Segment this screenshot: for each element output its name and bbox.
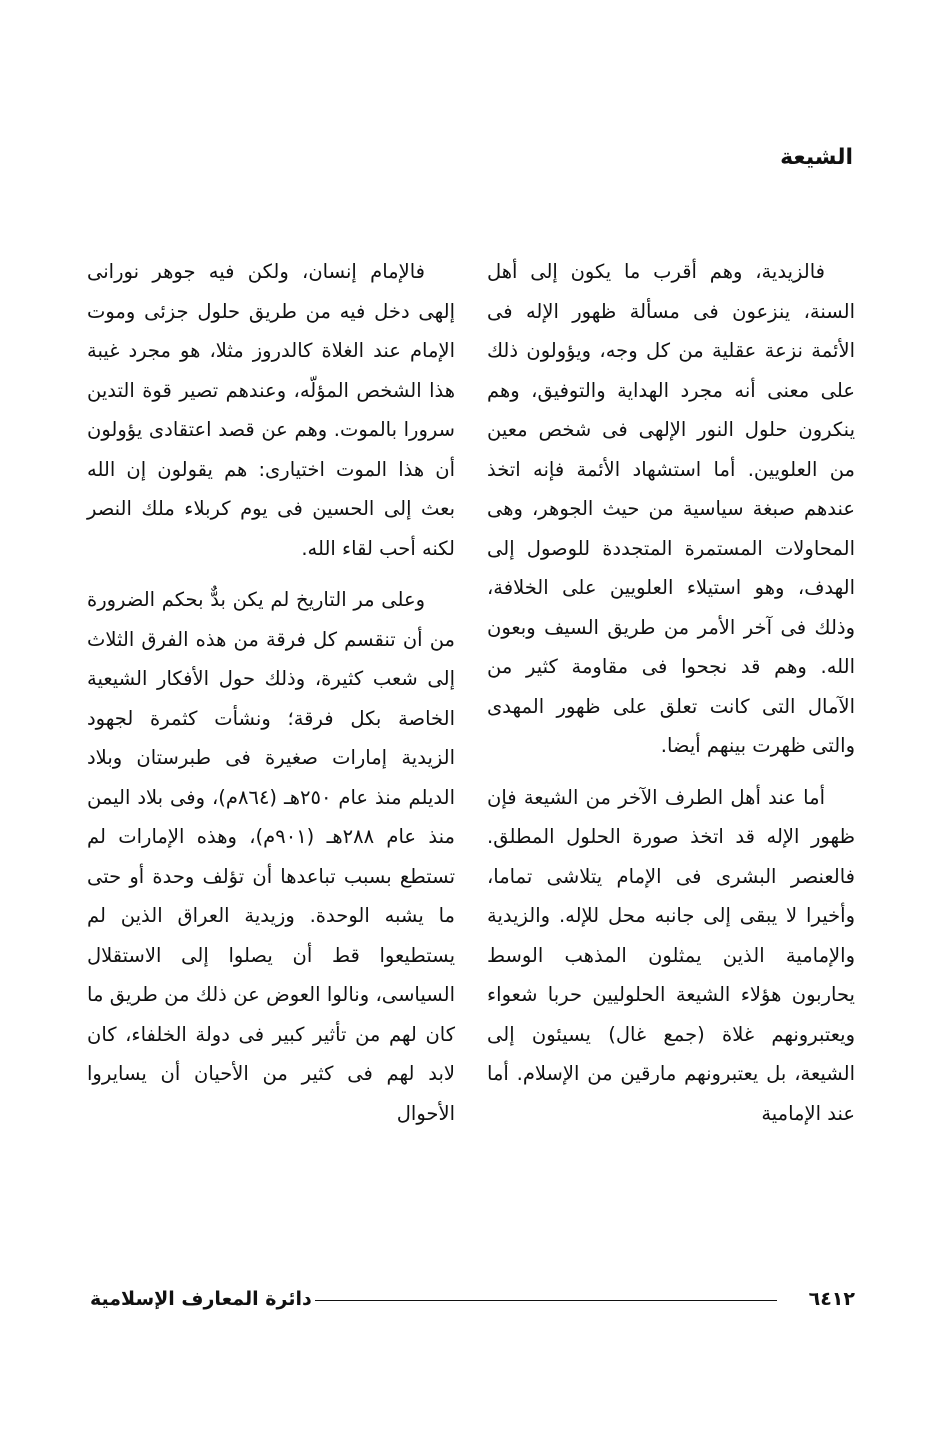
paragraph: فالزيدية، وهم أقرب ما يكون إلى أهل السنة، ينزعون فى مسألة ظهور الإله فى الأئمة نزعة عقلية من كل وجه، ويؤولون ذلك على معنى أنه مجرد الهداية والتوفيق، وهم ينكرون حلول النور الإلهى فى شخص معين من العلويين. أما استشهاد الأئمة فإنه اتخذ عندهم صبغة سياسية من حيث الجوهر، وهى المحاولات المستمرة المتجددة للوصول إلى الهدف، وهو استيلاء العلويين على الخلافة، وذلك فى آخر الأمر من طريق السيف وبعون الله. وهم قد نجحوا فى مقاومة كثير من الآمال التى كانت تعلق على ظهور المهدى والتى ظهرت بينهم أيضا. — [487, 260, 855, 757]
paragraph: وعلى مر التاريخ لم يكن بدٌّ بحكم الضرورة من أن تنقسم كل فرقة من هذه الفرق الثلاث إلى شعب كثيرة، وذلك حول الأفكار الشيعية الخاصة بكل فرقة؛ ونشأت كثمرة لجهود الزيدية إمارات صغيرة فى طبرستان وبلاد الديلم منذ عام ٢٥٠هـ (٨٦٤م)، وفى بلاد اليمن منذ عام ٢٨٨هـ (٩٠١م)، وهذه الإمارات لم تستطع بسبب تباعدها أن تؤلف وحدة أو حتى ما يشبه الوحدة. وزيدية العراق الذين لم يستطيعوا قط أن يصلوا إلى الاستقلال السياسى، ونالوا العوض عن ذلك من طريق ما كان لهم من تأثير كبير فى دولة الخلفاء، كان لابد لهم فى كثير من الأحيان أن يسايروا الأحوال — [87, 588, 456, 1125]
running-title: الشيعة — [780, 145, 853, 170]
footer-divider — [315, 1300, 777, 1301]
page-number: ٦٤١٢ — [808, 1288, 855, 1310]
text-column-right — [487, 252, 855, 1145]
text-column-left — [87, 252, 455, 1145]
paragraph: أما عند أهل الطرف الآخر من الشيعة فإن ظهور الإله قد اتخذ صورة الحلول المطلق. فالعنصر البشرى فى الإمام يتلاشى تماما، وأخيرا لا يبقى إلى جانبه محل للإله. والزيدية والإمامية الذين يمثلون المذهب الوسط يحاربون هؤلاء الشيعة الحلوليين حربا شعواء ويعتبرونهم غلاة (جمع غال) يسيئون إلى الشيعة، بل يعتبرونهم مارقين من الإسلام. أما عند الإمامية — [487, 785, 855, 1125]
paragraph: فالإمام إنسان، ولكن فيه جوهر نورانى إلهى دخل فيه من طريق حلول جزئى وموت الإمام عند الغلاة كالدروز مثلا، هو مجرد غيبة هذا الشخص المؤلّه، وعندهم تصير قوة التدين سرورا بالموت. وهم عن قصد اعتقادى يؤولون أن هذا الموت اختيارى: هم يقولون إن الله بعث إلى الحسين فى يوم كربلاء ملك النصر لكنه أحب لقاء الله. — [87, 260, 455, 560]
publication-title: دائرة المعارف الإسلامية — [90, 1288, 312, 1310]
